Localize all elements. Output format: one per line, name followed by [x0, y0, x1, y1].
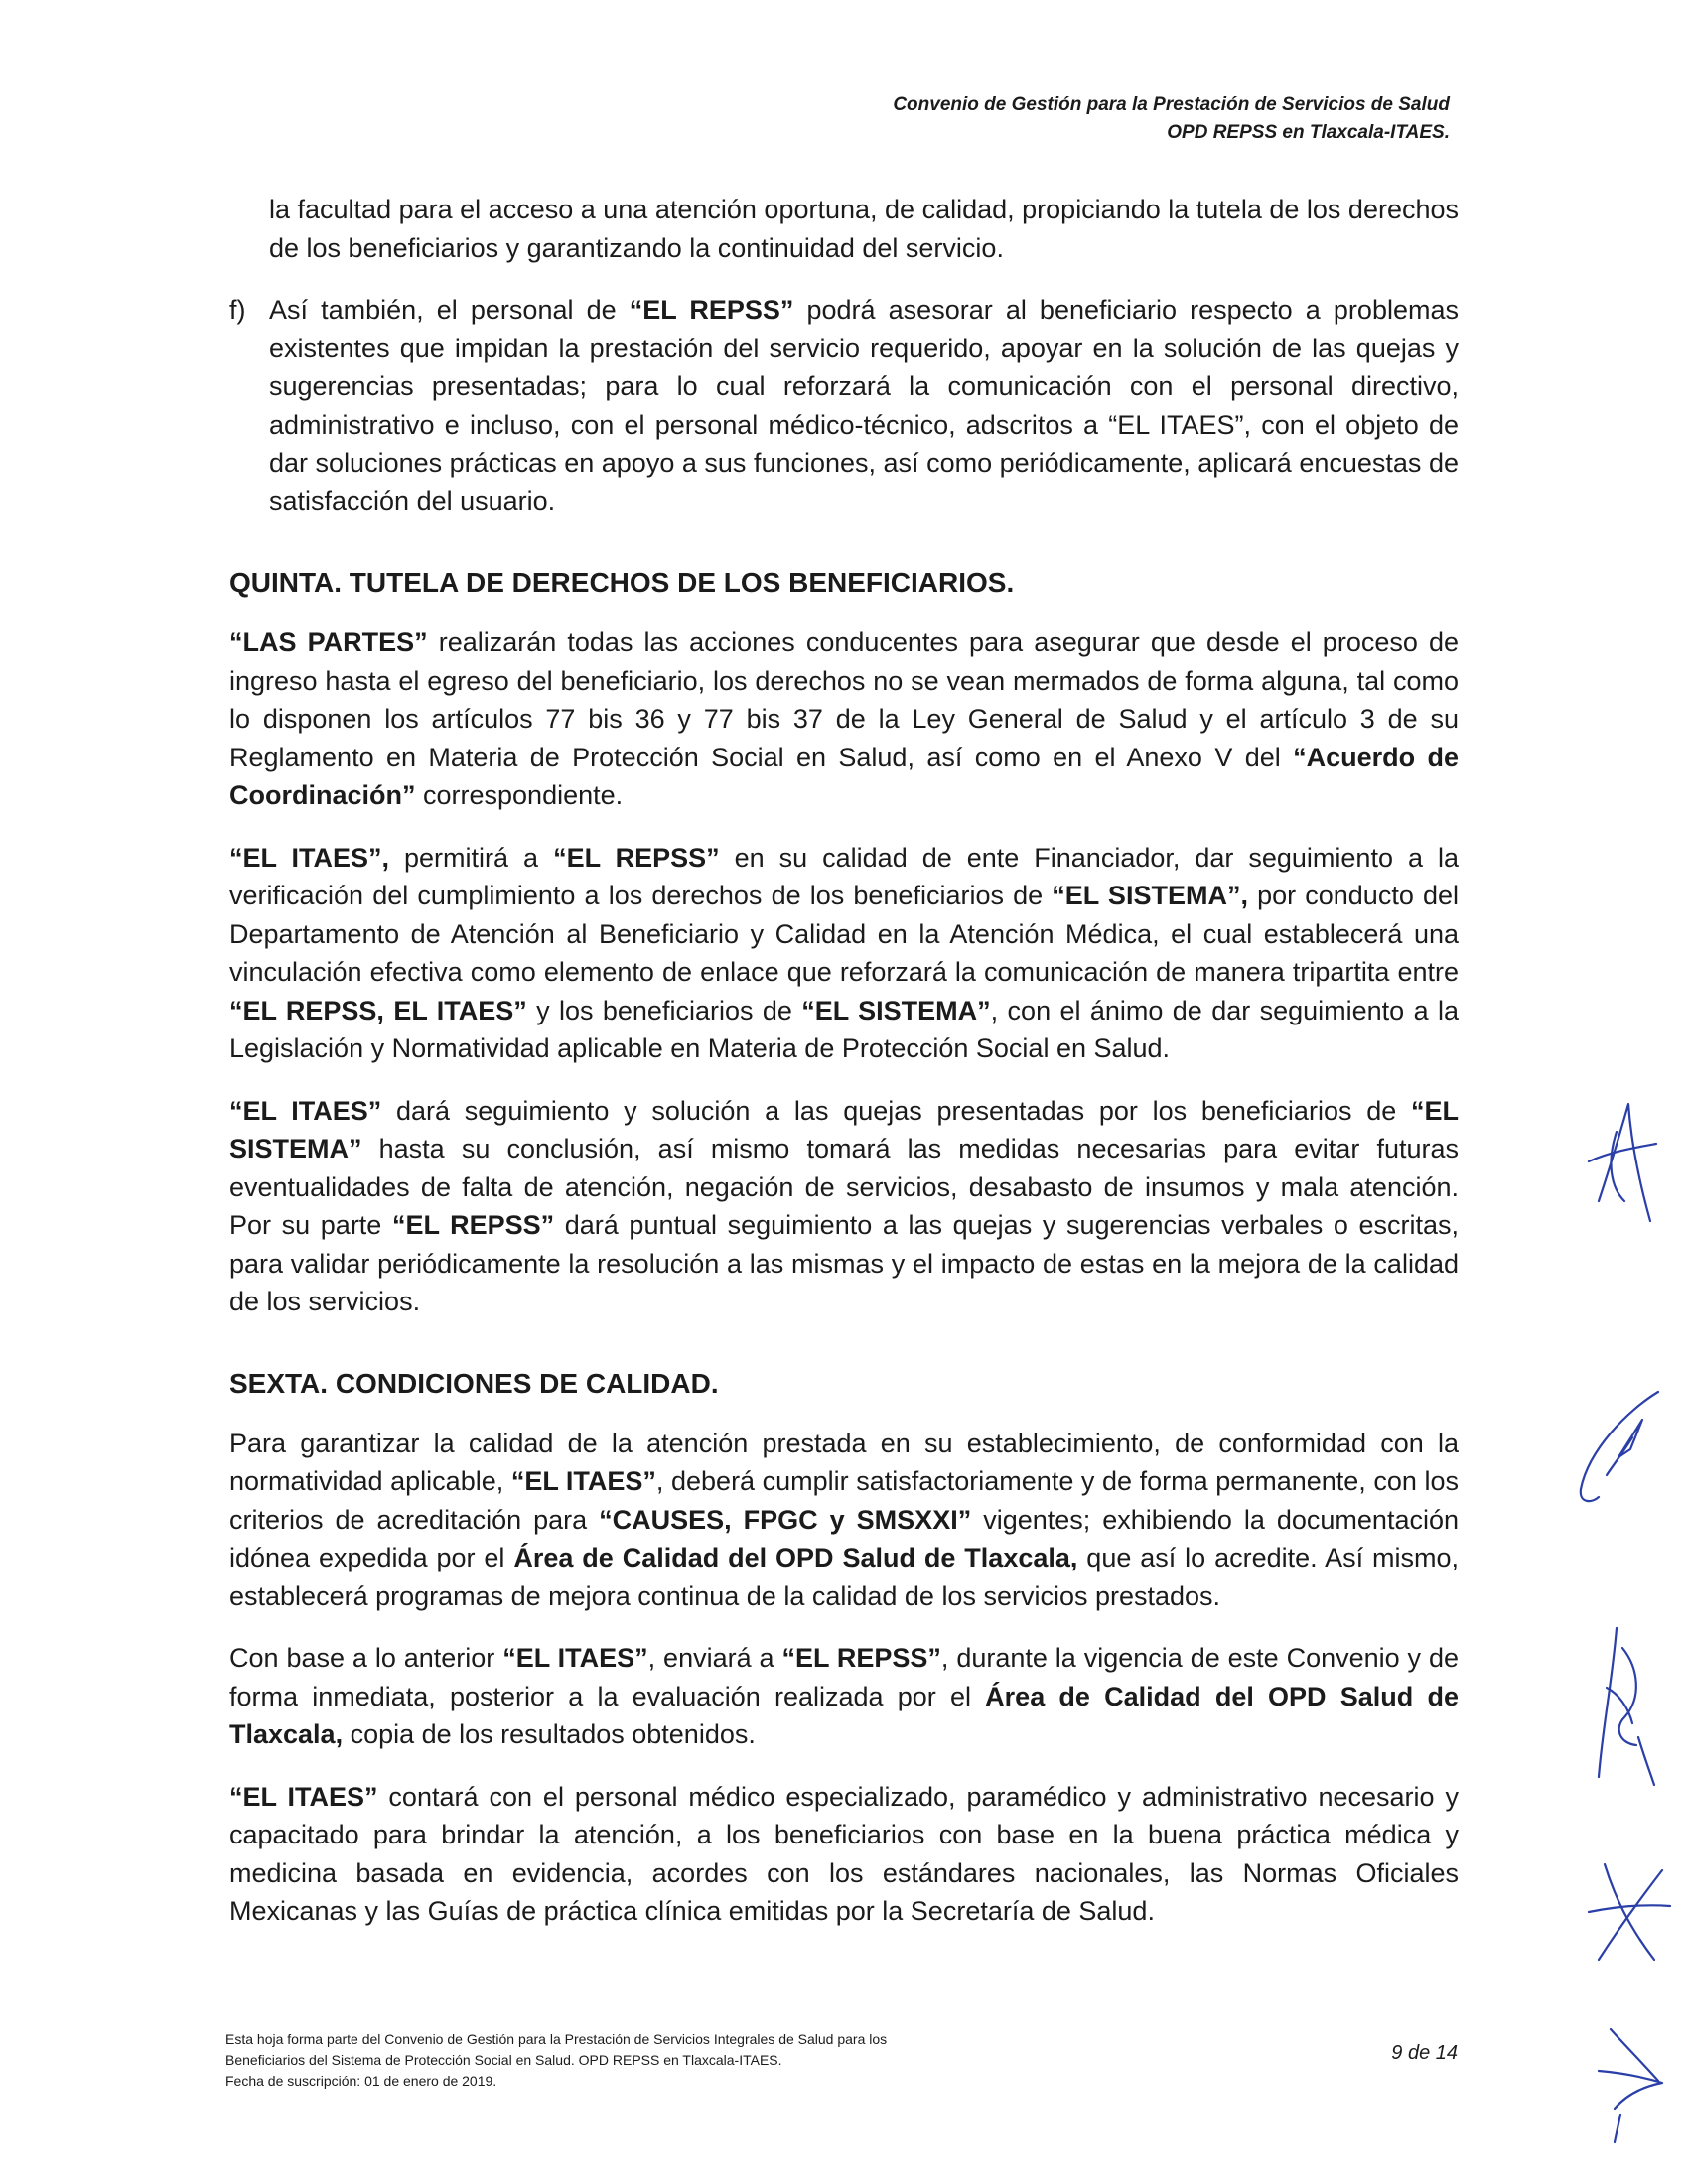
quinta-paragraph-2: “EL ITAES”, permitirá a “EL REPSS” en su calidad de ente Financiador, dar seguimiento a la verificación del cumplimiento a los derechos de los beneficiarios de “EL SISTEMA”, por conducto del Departamento de Atención al Beneficiario y Calidad en la Atención Médica, el cual establecerá una vinculación efectiva como elemento de enlace que reforzará la comunicación de manera tripartita entre “EL REPSS, EL ITAES” y los beneficiarios de “EL SISTEMA”, con el ánimo de dar seguimiento a la Legislación y Normatividad aplicable en Materia de Protección Social en Salud. — [229, 842, 1459, 1063]
signature-initials-3 — [1559, 1618, 1688, 1787]
sexta-paragraph-1: Para garantizar la calidad de la atención prestada en su establecimiento, de conformidad con la normatividad aplicable, “EL ITAES”, deberá cumplir satisfactoriamente y de forma permanente, con los criterios de acreditación para “CAUSES, FPGC y SMSXXI” vigentes; exhibiendo la documentación idónea expedida por el Área de Calidad del OPD Salud de Tlaxcala, que así lo acredite. Así mismo, establecerá programas de mejora continua de la calidad de los servicios prestados. — [229, 1428, 1460, 1611]
footer-line-2: Beneficiarios del Sistema de Protección Social en Salud. OPD REPSS en Tlaxcala-ITAES. — [225, 2052, 782, 2068]
signature-initials-1 — [1559, 1092, 1688, 1231]
document-body — [229, 191, 1459, 1955]
quinta-paragraph-1: “LAS PARTES” realizarán todas las acciones conducentes para asegurar que desde el proceso de ingreso hasta el egreso del beneficiario, los derechos no se vean mermados de forma alguna, tal como lo disponen los artículos 77 bis 36 y 77 bis 37 de la Ley General de Salud y el artículo 3 de su Reglamento en Materia de Protección Social en Salud, así como en el Anexo V del “Acuerdo de Coordinación” correspondiente. — [229, 627, 1460, 810]
signature-initials-2 — [1559, 1380, 1688, 1519]
section-heading-sexta: SEXTA. CONDICIONES DE CALIDAD. — [229, 1367, 719, 1399]
footer-date: Fecha de suscripción: 01 de enero de 2019. — [225, 2073, 497, 2089]
sexta-paragraph-3: “EL ITAES” contará con el personal médico especializado, paramédico y administrativo necesario y capacitado para brindar la atención, a los beneficiarios con base en la buena práctica médica y medicina basada en evidencia, acordes con los estándares nacionales, las Normas Oficiales Mexicanas y las Guías de práctica clínica emitidas por la Secretaría de Salud. — [229, 1781, 1459, 1926]
header-title: Convenio de Gestión para la Prestación de Servicios de Salud — [893, 94, 1450, 115]
signature-initials-4 — [1559, 1856, 1688, 1966]
signature-initials-5 — [1559, 2025, 1688, 2144]
quinta-paragraph-3: “EL ITAES” dará seguimiento y solución a las quejas presentadas por los beneficiarios de “EL SISTEMA” hasta su conclusión, así mismo tomará las medidas necesarias para evitar futuras eventualidades de falta de atención, negación de servicios, desabasto de insumos y mala atención. Por su parte “EL REPSS” dará puntual seguimiento a las quejas y sugerencias verbales o escritas, para validar periódicamente la resolución a las mismas y el impacto de estas en la mejora de la calidad de los servicios. — [229, 1095, 1460, 1316]
continued-paragraph: la facultad para el acceso a una atención oportuna, de calidad, propiciando la tutela de los derechos de los beneficiarios y garantizando la continuidad del servicio. — [269, 195, 1459, 263]
page-footer — [225, 2029, 1119, 2092]
page-header — [893, 91, 1450, 147]
section-heading-quinta: QUINTA. TUTELA DE DERECHOS DE LOS BENEFICIARIOS. — [229, 567, 1015, 598]
sexta-paragraph-2: Con base a lo anterior “EL ITAES”, enviará a “EL REPSS”, durante la vigencia de este Convenio y de forma inmediata, posterior a la evaluación realizada por el Área de Calidad del OPD Salud de Tlaxcala, copia de los resultados obtenidos. — [229, 1643, 1459, 1749]
page-number: 9 de 14 — [1391, 2042, 1458, 2064]
header-subtitle: OPD REPSS en Tlaxcala-ITAES. — [1167, 122, 1450, 143]
list-marker: f) — [229, 295, 246, 325]
list-item-f: f) Así también, el personal de “EL REPSS” podrá asesorar al beneficiario respecto a problemas existentes que impidan la prestación del servicio requerido, apoyar en la solución de las quejas y sugerencias presentadas; para lo cual reforzará la comunicación con el personal directivo, administrativo e incluso, con el personal médico-técnico, adscritos a “EL ITAES”, con el objeto de dar soluciones prácticas en apoyo a sus funciones, así como periódicamente, aplicará encuestas de satisfacción del usuario. — [229, 291, 1459, 520]
footer-line-1: Esta hoja forma parte del Convenio de Gestión para la Prestación de Servicios Integrales de Salud para los — [225, 2031, 888, 2047]
